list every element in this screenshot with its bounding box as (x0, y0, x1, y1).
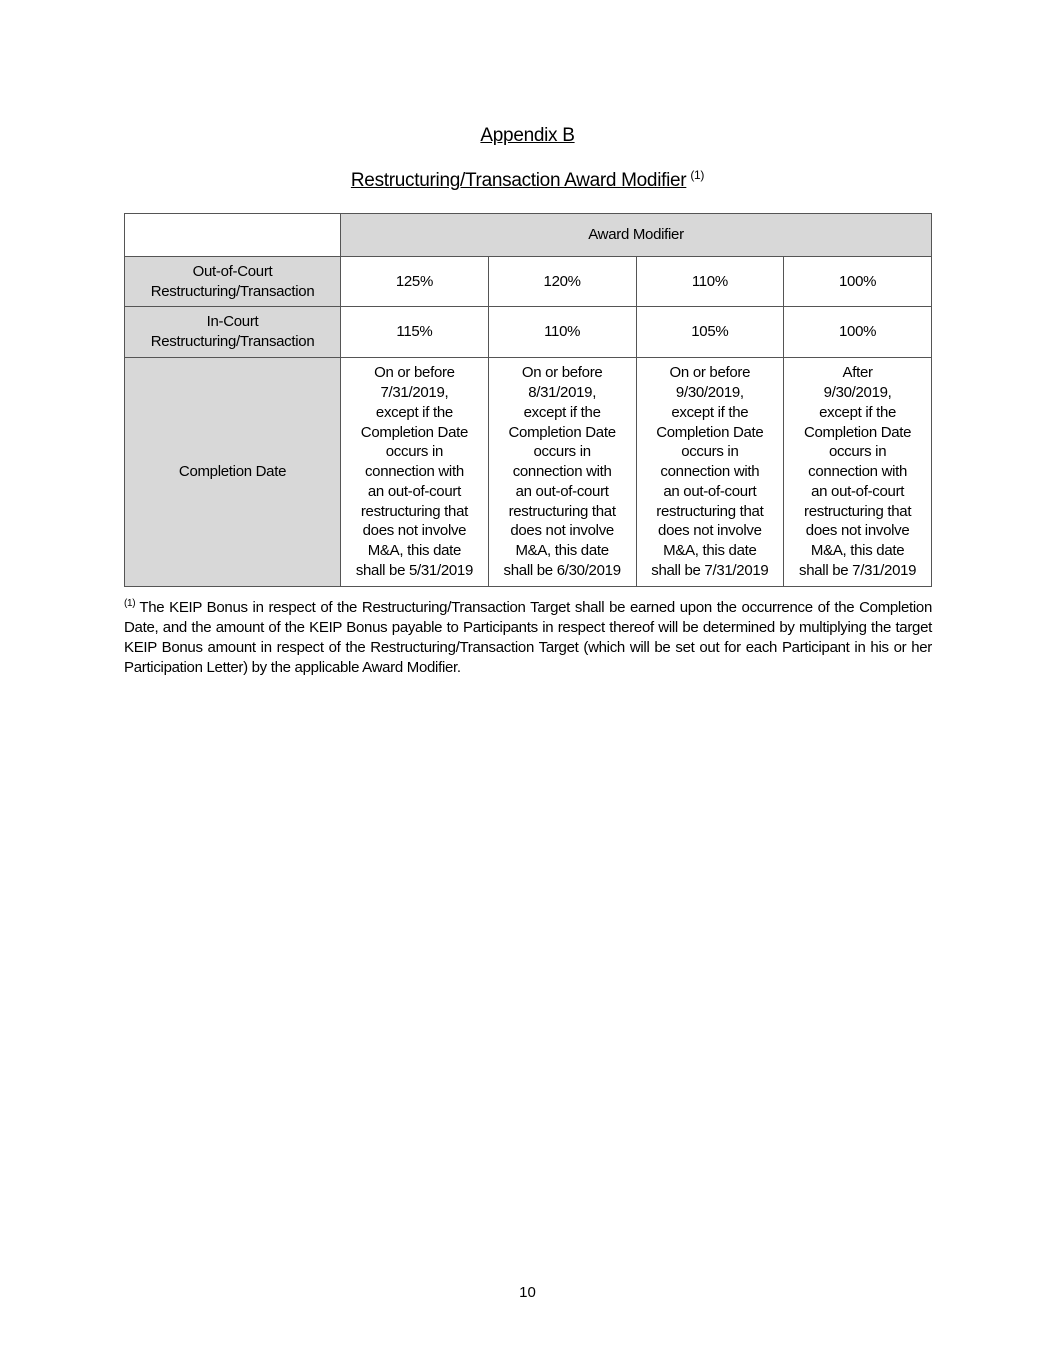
footnote (124, 598, 932, 678)
table-cell: 100% (784, 257, 932, 307)
footnote-marker: (1) (124, 598, 136, 609)
row-label-out-of-court (125, 257, 341, 307)
completion-date-text: On or before 8/31/2019, except if the Completion Date occurs in connection with an out-of-court restructuring that does not involve M&A, this date shall be 6/30/2019 (503, 364, 621, 580)
table-row-out-of-court (125, 257, 932, 307)
table-cell: 100% (784, 307, 932, 358)
table-cell: 120% (488, 257, 636, 307)
table-title-text: Restructuring/Transaction Award Modifier (350, 170, 687, 191)
table-cell: 110% (636, 257, 784, 307)
table-cell: 115% (341, 307, 489, 358)
table-cell: 110% (488, 307, 636, 358)
row-label-in-court (125, 307, 341, 358)
table-title (0, 167, 1055, 192)
table-cell (636, 358, 784, 587)
row-label-text: In-Court Restructuring/Transaction (150, 313, 315, 350)
table-row-completion-date (125, 358, 932, 587)
award-modifier-header: Award Modifier (341, 214, 932, 257)
table-cell: 125% (341, 257, 489, 307)
completion-date-text: After 9/30/2019, except if the Completion Date occurs in connection with an out-of-court restructuring that does not involve M&A, this date shall be 7/31/2019 (799, 364, 917, 580)
page-number: 10 (519, 1284, 536, 1301)
appendix-title (0, 125, 1055, 147)
award-modifier-table (124, 213, 932, 587)
completion-date-text: On or before 7/31/2019, except if the Completion Date occurs in connection with an out-of-court restructuring that does not involve M&A, this date shall be 5/31/2019 (355, 364, 474, 580)
row-label-text: Out-of-Court Restructuring/Transaction (150, 262, 315, 300)
table-title-footnote-ref: (1) (690, 167, 705, 182)
table-cell (784, 358, 932, 587)
completion-date-text: On or before 9/30/2019, except if the Completion Date occurs in connection with an out-of-court restructuring that does not involve M&A, this date shall be 7/31/2019 (651, 364, 769, 580)
table-cell (488, 358, 636, 587)
appendix-title-text: Appendix B (480, 125, 575, 146)
footnote-text: The KEIP Bonus in respect of the Restructuring/Transaction Target shall be earned upon the occurrence of the Completion Date, and the amount of the KEIP Bonus payable to Participants in respect thereof will be determined by multiplying the target KEIP Bonus amount in respect of the Restructuring/Transaction Target (which will be set out for each Participant in his or her Participation Letter) by the applicable Award Modifier. (124, 599, 932, 676)
table-header-row (125, 214, 932, 257)
table-row-in-court (125, 307, 932, 358)
table-corner-cell (125, 214, 341, 257)
row-label-completion-date: Completion Date (125, 358, 341, 587)
table-cell (341, 358, 489, 587)
table-cell: 105% (636, 307, 784, 358)
